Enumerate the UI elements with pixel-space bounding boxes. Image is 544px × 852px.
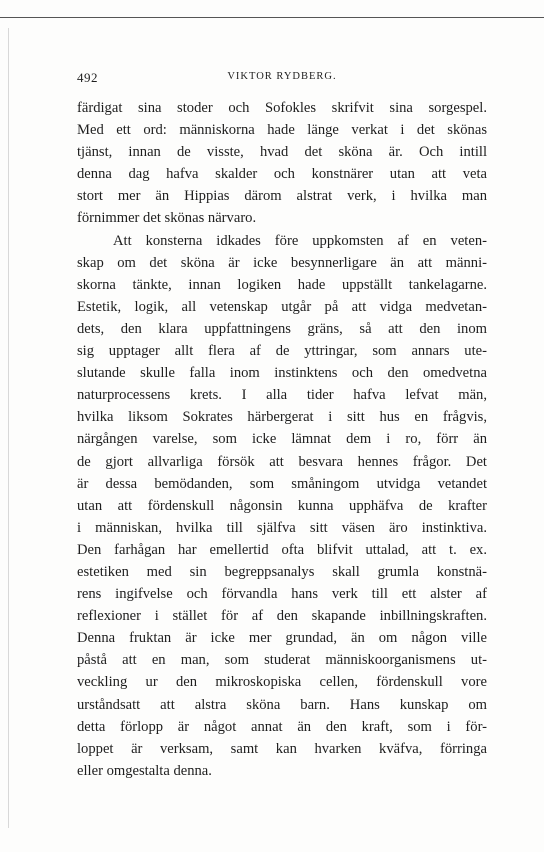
text-line: naturprocessens krets. I alla tider hafva lefvat män,: [77, 387, 487, 404]
text-line: påstå att en man, som studerat människoorganismens ut-: [77, 652, 487, 669]
body-text: [77, 97, 487, 782]
text-line: reflexioner i stället för af den skapande inbillningskraften.: [77, 608, 487, 625]
text-line: stort mer än Hippias därom alstrat verk, i hvilka man: [77, 188, 487, 205]
text-line: Estetik, logik, all vetenskap utgår på att vidga medvetan-: [77, 298, 487, 315]
text-line: loppet är verksam, samt kan hvarken kväfva, förringa: [77, 740, 487, 757]
text-line: estetiken med sin begreppsanalys skall grumla konstnä-: [77, 563, 487, 580]
text-line: förnimmer det skönas närvaro.: [77, 210, 257, 227]
page-edge: [8, 28, 9, 828]
text-line: eller omgestalta denna.: [77, 762, 212, 779]
text-line: de gjort allvarliga försök att besvara hennes frågor. Det: [77, 453, 487, 470]
text-line: veckling ur den mikroskopiska cellen, fördenskull vore: [77, 674, 487, 691]
text-line: skap om det sköna är icke besynnerligare än att männi-: [77, 254, 487, 271]
text-line: tjänst, innan de visste, hvad det sköna är. Och intill: [77, 144, 487, 161]
top-rule: [0, 17, 544, 18]
text-line: hvilka liksom Sokrates härbergerat i sitt hus en frågvis,: [77, 409, 487, 426]
paragraph: [77, 97, 487, 230]
text-line: rens ingifvelse och förvandla hans verk till ett alster af: [77, 586, 487, 603]
text-line: slutande skulle falla inom instinktens och den omedvetna: [77, 365, 487, 382]
running-head: [77, 70, 487, 88]
text-line: detta förlopp är något annat än den kraft, som i för-: [77, 718, 487, 735]
text-line: urståndsatt att alstra sköna barn. Hans kunskap om: [77, 696, 487, 713]
text-line: Med ett ord: människorna hade länge verkat i det skönas: [77, 122, 487, 139]
text-line: färdigat sina stoder och Sofokles skrifvit sina sorgespel.: [77, 100, 487, 116]
running-title: VIKTOR RYDBERG.: [227, 71, 337, 82]
text-line: närgången varelse, som icke lämnat dem i ro, förr än: [77, 431, 487, 448]
text-line: Denna fruktan är icke mer grundad, än om någon ville: [77, 630, 487, 647]
text-line: i människan, hvilka till själfva sitt väsen äro instinktiva.: [77, 519, 487, 536]
text-line: Den farhågan har emellertid ofta blifvit uttalad, att t. ex.: [77, 541, 487, 558]
text-line: utan att fördenskull någonsin kunna upphäfva de krafter: [77, 497, 487, 514]
text-line: är dessa bemödanden, som småningom utvidga vetandet: [77, 475, 487, 492]
text-line: skorna tänkte, innan logiken hade uppställt tankelagarne.: [77, 276, 487, 293]
text-line: Att konsterna idkades före uppkomsten af en veten-: [113, 232, 487, 249]
page-number: 492: [77, 70, 98, 85]
text-line: denna dag hafva skalder och konstnärer utan att veta: [77, 166, 487, 183]
paragraph: [77, 230, 487, 782]
text-line: dets, den klara uppfattningens gräns, så att den inom: [77, 320, 487, 337]
text-line: sig upptager allt flera af de yttringar, som annars ute-: [77, 343, 487, 360]
